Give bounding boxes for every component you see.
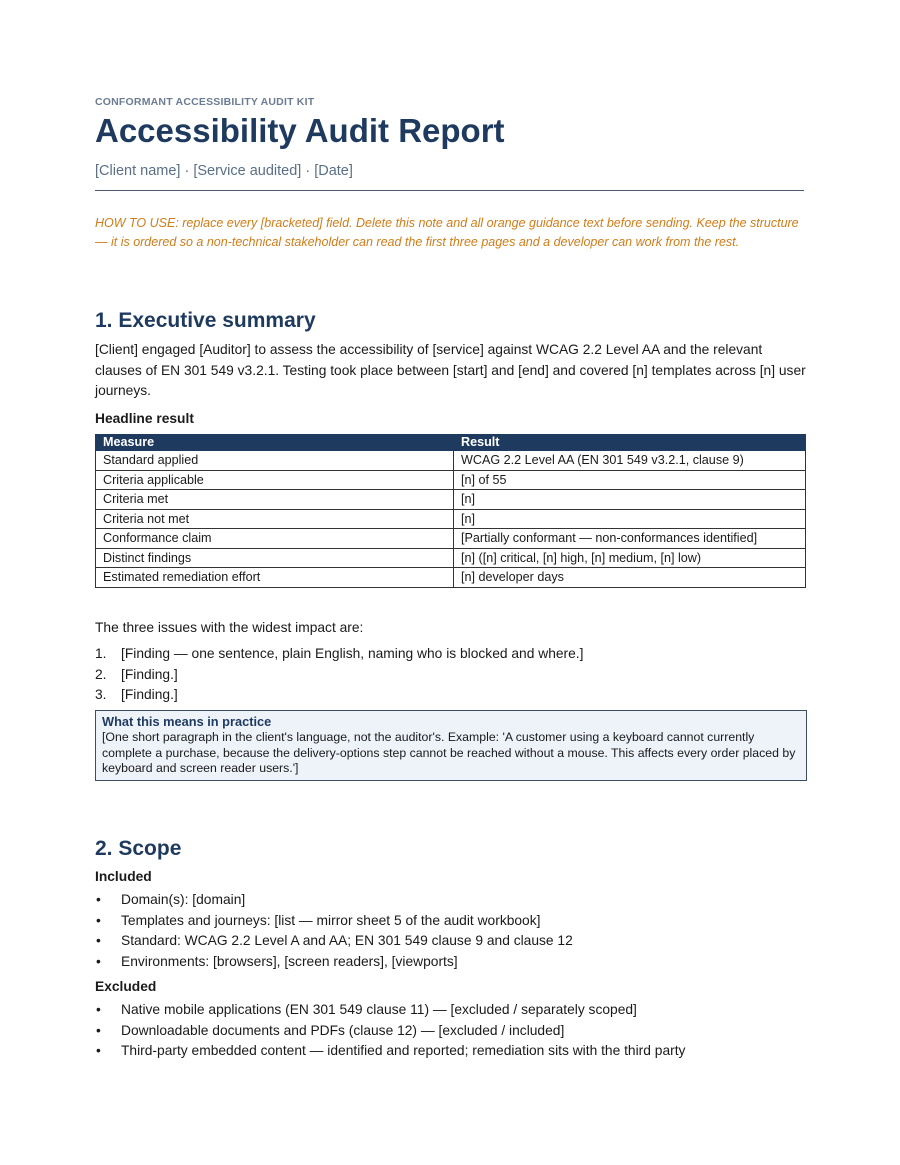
table-row — [96, 568, 806, 588]
table-header-row — [96, 435, 806, 451]
issues-intro: The three issues with the widest impact are: — [95, 620, 364, 635]
section-heading-executive-summary: 1. Executive summary — [95, 309, 316, 332]
callout-title: What this means in practice — [102, 714, 272, 729]
bullet-glyph: • — [96, 953, 101, 969]
list-item — [95, 1041, 685, 1062]
table-cell-result: [n] of 55 — [454, 470, 806, 490]
page-title: Accessibility Audit Report — [95, 112, 505, 149]
list-item — [95, 952, 573, 973]
table-row — [96, 529, 806, 549]
title-divider — [95, 190, 804, 191]
list-item — [95, 1021, 685, 1042]
headline-result-heading: Headline result — [95, 411, 194, 426]
list-item-text: Third-party embedded content — identified and reported; remediation sits with the third party — [121, 1043, 686, 1058]
list-item — [95, 644, 583, 665]
list-item — [95, 911, 573, 932]
table-cell-result: [n] developer days — [454, 568, 806, 588]
bullet-glyph: • — [96, 933, 101, 948]
practice-callout-box — [95, 710, 807, 781]
bullet-glyph: • — [96, 1043, 101, 1058]
list-item — [95, 1000, 685, 1021]
kit-label: CONFORMANT ACCESSIBILITY AUDIT KIT — [95, 96, 315, 108]
list-number: 3. — [95, 687, 107, 702]
bullet-glyph: • — [96, 1022, 101, 1038]
table-cell-measure: Criteria not met — [96, 509, 454, 529]
table-cell-result: [n] — [454, 509, 806, 529]
bullet-glyph: • — [96, 912, 101, 928]
included-list — [95, 890, 573, 972]
list-item-text: Native mobile applications (EN 301 549 clause 11) — [excluded / separately scoped] — [121, 1002, 637, 1017]
table-cell-measure: Conformance claim — [96, 529, 454, 549]
list-item-text: Environments: [browsers], [screen readers], [viewports] — [121, 953, 458, 969]
list-item-text: [Finding.] — [121, 687, 178, 702]
callout-body: [One short paragraph in the client's language, not the auditor's. Example: 'A customer using a keyboard cannot currently complete a purchase, because the delivery-options step cannot be reached without a mouse. This affects every order placed by keyboard and screen reader users.'] — [102, 730, 796, 776]
list-item — [95, 685, 583, 706]
section-heading-scope: 2. Scope — [95, 837, 182, 860]
executive-summary-intro: [Client] engaged [Auditor] to assess the accessibility of [service] against WCAG 2.2 Level AA and the relevant clauses of EN 301 549 v3.2.1. Testing took place between [start] and [end] and covered [n] templates across [n] user journeys. — [95, 342, 806, 398]
list-item-text: [Finding.] — [121, 666, 178, 682]
table-cell-result: WCAG 2.2 Level AA (EN 301 549 v3.2.1, clause 9) — [454, 451, 806, 471]
list-item-text: Templates and journeys: [list — mirror sheet 5 of the audit workbook] — [121, 912, 541, 928]
table-cell-result: [Partially conformant — non-conformances identified] — [454, 529, 806, 549]
table-cell-result: [n] ([n] critical, [n] high, [n] medium, [n] low) — [454, 548, 806, 568]
column-header-result: Result — [454, 435, 806, 451]
bullet-glyph: • — [96, 1002, 101, 1017]
headline-result-table — [95, 434, 806, 588]
table-cell-measure: Standard applied — [96, 451, 454, 471]
bullet-glyph: • — [96, 892, 101, 907]
list-item-text: Standard: WCAG 2.2 Level A and AA; EN 301 549 clause 9 and clause 12 — [121, 933, 573, 948]
list-item-text: [Finding — one sentence, plain English, naming who is blocked and where.] — [121, 646, 584, 661]
list-item — [95, 665, 583, 686]
how-to-use-note: HOW TO USE: replace every [bracketed] field. Delete this note and all orange guidance text before sending. Keep the structure — it is ordered so a non-technical stakeholder can read the first three pages and a developer can work from the rest. — [95, 216, 799, 249]
table-row — [96, 509, 806, 529]
table-row — [96, 548, 806, 568]
list-item — [95, 890, 573, 911]
page-subtitle: [Client name] · [Service audited] · [Date] — [95, 163, 353, 179]
table-cell-measure: Distinct findings — [96, 548, 454, 568]
table-cell-result: [n] — [454, 490, 806, 510]
table-row — [96, 470, 806, 490]
excluded-heading: Excluded — [95, 979, 157, 994]
table-cell-measure: Criteria met — [96, 490, 454, 510]
table-row — [96, 490, 806, 510]
list-number: 2. — [95, 666, 107, 682]
column-header-measure: Measure — [96, 435, 454, 451]
table-cell-measure: Estimated remediation effort — [96, 568, 454, 588]
top-issues-list — [95, 644, 583, 706]
included-heading: Included — [95, 869, 152, 884]
table-cell-measure: Criteria applicable — [96, 470, 454, 490]
excluded-list — [95, 1000, 685, 1062]
table-row — [96, 451, 806, 471]
list-item-text: Downloadable documents and PDFs (clause 12) — [excluded / included] — [121, 1022, 565, 1038]
list-item — [95, 931, 573, 952]
list-item-text: Domain(s): [domain] — [121, 892, 246, 907]
list-number: 1. — [95, 646, 107, 661]
